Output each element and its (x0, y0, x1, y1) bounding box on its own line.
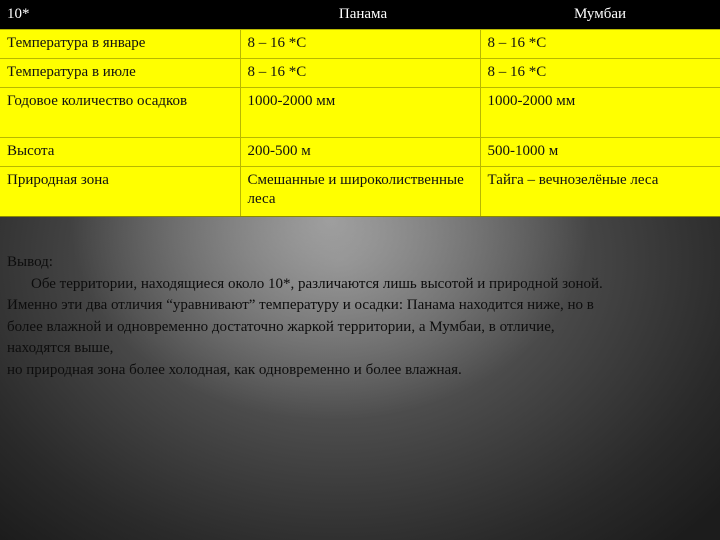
table-row (0, 29, 720, 58)
panama-value: Смешанные и широколиственные леса (240, 166, 480, 216)
panama-value: 8 – 16 *С (240, 29, 480, 58)
table-row (0, 137, 720, 166)
conclusion-line: Именно эти два отличия “уравнивают” температуру и осадки: Панама находится ниже, но в (7, 297, 594, 313)
panama-value: 8 – 16 *С (240, 58, 480, 87)
table-row (0, 166, 720, 216)
panama-value: 200-500 м (240, 137, 480, 166)
conclusion-line: находятся выше, (7, 340, 114, 356)
mumbai-value: 8 – 16 *С (480, 58, 720, 87)
conclusion-line: более влажной и одновременно достаточно жаркой территории, а Мумбаи, в отличие, (7, 318, 555, 335)
conclusion-heading: Вывод: (7, 254, 53, 270)
table-row (0, 58, 720, 87)
mumbai-value: Тайга – вечнозелёные леса (480, 166, 720, 216)
header-mumbai: Мумбаи (573, 5, 627, 22)
header-panama: Панама (338, 5, 388, 22)
header-latitude: 10* (7, 5, 30, 22)
comparison-table (0, 0, 720, 217)
conclusion-line: Обе территории, находящиеся около 10*, различаются лишь высотой и природной зоной. (31, 275, 603, 292)
conclusion-text (7, 252, 719, 381)
row-label: Высота (0, 137, 240, 166)
row-label: Температура в июле (0, 58, 240, 87)
row-label: Температура в январе (0, 29, 240, 58)
table-row (0, 87, 720, 137)
table-header-row (0, 0, 720, 29)
panama-value: 1000-2000 мм (240, 87, 480, 137)
mumbai-value: 500-1000 м (480, 137, 720, 166)
row-label: Годовое количество осадков (0, 87, 240, 137)
mumbai-value: 8 – 16 *С (480, 29, 720, 58)
mumbai-value: 1000-2000 мм (480, 87, 720, 137)
row-label: Природная зона (0, 166, 240, 216)
conclusion-line: но природная зона более холодная, как одновременно и более влажная. (7, 361, 462, 378)
